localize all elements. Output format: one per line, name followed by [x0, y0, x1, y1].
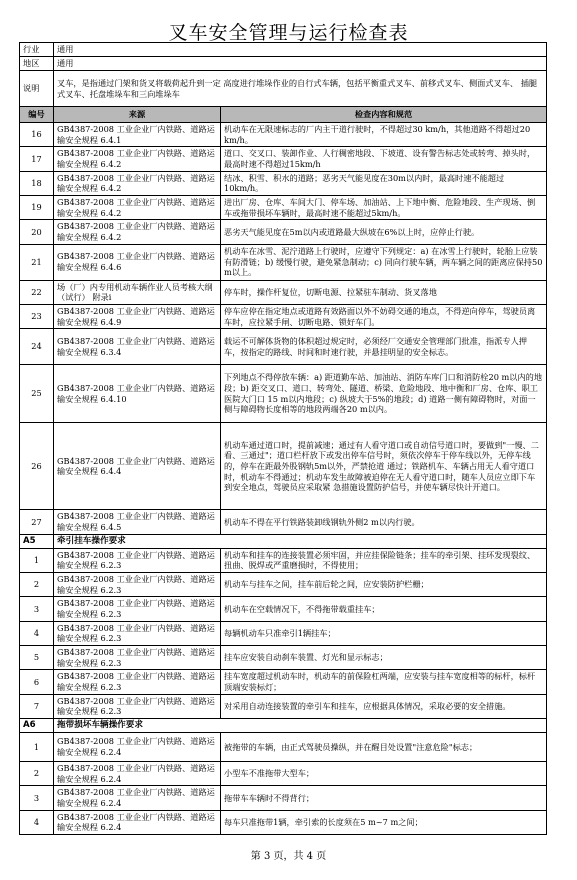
rows-group	[20, 733, 547, 835]
row-number: 24	[20, 329, 54, 365]
table-row	[20, 670, 547, 694]
table-row	[20, 195, 547, 219]
row-content: 机动车通过道口时，提前减速；通过有人看守道口或自动信号道口时，要做到"一慢、二看、三通过"；道口栏杆放下或发出停车信号时，须依次停车于停车线以外，无停车线的，停车在距最外股钢轨5m以外，严禁抢道 通过；铁路机车、车辆占用无人看守道口时，机动车不得通过；机动车发生故障被迫停在无人看守道口时，随车人员应立即下车到安全地点，驾驶员应采取紧 急措施设置防护信号，并使车辆尽快计开道口。	[221, 423, 547, 510]
section-code: A5	[20, 534, 54, 548]
row-source: GB4387-2008 工业企业厂内铁路、道路运输安全规程 6.4.2	[54, 171, 221, 195]
section-a6	[20, 718, 547, 732]
row-content: 机动车在无限速标志的厂内主干道行驶时，不得超过30 km/h，其他道路不得超过20 km/h。	[221, 123, 547, 147]
table-row	[20, 123, 547, 147]
row-content: 机动车和挂车的连接装置必须牢固，并应挂保险链条；挂车的牵引架、挂环发现裂纹、扭曲、脱焊或严重磨损时，不得使用；	[221, 548, 547, 572]
table-row	[20, 304, 547, 328]
row-source: GB4387-2008 工业企业厂内铁路、道路运输安全规程 6.2.3	[54, 621, 221, 645]
table-row	[20, 244, 547, 280]
table-row	[20, 597, 547, 621]
rows-group	[20, 123, 547, 535]
row-source: GB4387-2008 工业企业厂内铁路、道路运输安全规程 6.2.3	[54, 548, 221, 572]
row-number: 5	[20, 645, 54, 669]
meta-block	[20, 43, 547, 123]
table-row	[20, 147, 547, 171]
row-source: GB4387-2008 工业企业厂内铁路、道路运输安全规程 6.2.3	[54, 670, 221, 694]
table-row	[20, 762, 547, 786]
row-content: 下列地点不得停放车辆：a) 距道勤车站、加油站、消防车库门口和消防栓20 m以内的地段；b) 距交叉口、道口、转弯处、隧道、桥梁、危险地段、地中衡和厂房、仓库、职工医院大门口 15 m以内地段；c) 纵坡大于5%的地段；d) 道路一侧有障碍物时，对面一侧与障碍物长度相等的地段两端各20 m以内。	[221, 365, 547, 423]
row-content: 机动车与挂车之间，挂车前后轮之间，应安装防护栏栅；	[221, 572, 547, 596]
row-source: GB4387-2008 工业企业厂内铁路、道路运输安全规程 6.4.10	[54, 365, 221, 423]
row-content: 挂车宽度超过机动车时，机动车的前保险杠两端，应安装与挂车宽度相等的标杆，标杆顶端安装标灯；	[221, 670, 547, 694]
table-row	[20, 171, 547, 195]
column-header-num: 编号	[20, 107, 54, 123]
page-title: 叉车安全管理与运行检查表	[168, 22, 409, 44]
row-number: 26	[20, 423, 54, 510]
column-header-content: 检查内容和规范	[221, 107, 547, 123]
row-number: 21	[20, 244, 54, 280]
table-row	[20, 572, 547, 596]
row-number: 22	[20, 280, 54, 304]
row-content: 进出厂房、仓库、车间大门、停车场、加油站、上下地中衡、危险地段、生产现场、倒车或拖带损坏车辆时，最高时速不能超过5km/h。	[221, 195, 547, 219]
row-content: 对采用自动连接装置的牵引车和挂车，应根据具体情况，采取必要的安全措施。	[221, 694, 547, 718]
row-content: 机动车在冰雪、泥泞道路上行驶时，应遵守下列规定：a) 在冰雪上行驶时，轮胎上应装有防滑链；b) 缓慢行驶，避免紧急制动；c) 同向行驶车辆，两车辆之间的距离应保持50 m以上。	[221, 244, 547, 280]
section-a5	[20, 534, 547, 548]
section-code: A6	[20, 718, 54, 732]
row-source: GB4387-2008 工业企业厂内铁路、道路运输安全规程 6.3.4	[54, 329, 221, 365]
row-content: 载运不可解体货物的体积超过规定时，必须经厂交通安全管理部门批准，指派专人押车，按指定的路线、时间和时速行驶，并悬挂明显的安全标志。	[221, 329, 547, 365]
row-content: 被拖带的车辆，由正式驾驶员操纵，并在醒目处设置"注意危险"标志；	[221, 733, 547, 762]
table-row	[20, 510, 547, 534]
row-number: 3	[20, 786, 54, 810]
row-source: GB4387-2008 工业企业厂内铁路、道路运输安全规程 6.2.4	[54, 786, 221, 810]
row-content: 机动车在空载情况下，不得拖带载重挂车；	[221, 597, 547, 621]
row-number: 23	[20, 304, 54, 328]
row-number: 18	[20, 171, 54, 195]
row-number: 3	[20, 597, 54, 621]
row-source: GB4387-2008 工业企业厂内铁路、道路运输安全规程 6.2.3	[54, 597, 221, 621]
row-content: 机动车不得在平行铁路装卸线钢轨外侧2 m以内行驶。	[221, 510, 547, 534]
row-number: 25	[20, 365, 54, 423]
rows-group	[20, 548, 547, 718]
column-header-source: 来源	[54, 107, 221, 123]
row-source: GB4387-2008 工业企业厂内铁路、道路运输安全规程 6.4.1	[54, 123, 221, 147]
table-row	[20, 645, 547, 669]
row-source: GB4387-2008 工业企业厂内铁路、道路运输安全规程 6.2.4	[54, 810, 221, 834]
row-source: GB4387-2008 工业企业厂内铁路、道路运输安全规程 6.4.9	[54, 304, 221, 328]
meta-label: 说明	[20, 71, 54, 107]
meta-label: 地区	[20, 57, 54, 71]
row-content: 挂车应安装自动刹车装置、灯光和显示标志；	[221, 645, 547, 669]
row-number: 1	[20, 548, 54, 572]
row-content: 道口、交叉口、装卸作业、人行稠密地段、下坡道、设有警告标志处或转弯、掉头时，最高时速不得超过15km/h	[221, 147, 547, 171]
row-source: GB4387-2008 工业企业厂内铁路、道路运输安全规程 6.4.2	[54, 195, 221, 219]
row-content: 小型车不准拖带大型车；	[221, 762, 547, 786]
row-source: GB4387-2008 工业企业厂内铁路、道路运输安全规程 6.4.4	[54, 423, 221, 510]
table-row	[20, 548, 547, 572]
meta-label: 行业	[20, 43, 54, 57]
row-source: GB4387-2008 工业企业厂内铁路、道路运输安全规程 6.2.3	[54, 645, 221, 669]
row-number: 19	[20, 195, 54, 219]
table-row	[20, 280, 547, 304]
row-source: GB4387-2008 工业企业厂内铁路、道路运输安全规程 6.2.3	[54, 572, 221, 596]
section-title: 拖带损坏车辆操作要求	[54, 718, 547, 732]
row-source: GB4387-2008 工业企业厂内铁路、道路运输安全规程 6.2.3	[54, 694, 221, 718]
row-source: GB4387-2008 工业企业厂内铁路、道路运输安全规程 6.4.6	[54, 244, 221, 280]
row-number: 4	[20, 810, 54, 834]
row-number: 17	[20, 147, 54, 171]
row-number: 4	[20, 621, 54, 645]
inspection-table	[19, 42, 547, 835]
table-row	[20, 786, 547, 810]
row-number: 27	[20, 510, 54, 534]
row-content: 停车时，操作杆复位，切断电源、拉紧驻车制动、货叉落地	[221, 280, 547, 304]
section-title: 牵引挂车操作要求	[54, 534, 547, 548]
table-row	[20, 733, 547, 762]
row-number: 16	[20, 123, 54, 147]
row-content: 拖带车车辆时不得背行；	[221, 786, 547, 810]
table-row	[20, 220, 547, 244]
page-footer: 第 3 页，共 4 页	[250, 851, 327, 862]
row-source: GB4387-2008 工业企业厂内铁路、道路运输安全规程 6.4.5	[54, 510, 221, 534]
row-number: 7	[20, 694, 54, 718]
row-number: 2	[20, 572, 54, 596]
row-content: 恶劣天气能见度在5m以内或道路最大纵坡在6%以上时，应停止行驶。	[221, 220, 547, 244]
row-content: 结冰、积雪、积水的道路；恶劣天气能见度在30m以内时，最高时速不能超过10km/h。	[221, 171, 547, 195]
table-row	[20, 329, 547, 365]
row-number: 2	[20, 762, 54, 786]
meta-value: 通用	[54, 43, 547, 57]
table-row	[20, 365, 547, 423]
row-number: 1	[20, 733, 54, 762]
row-content: 停车应停在指定地点或道路有效路面以外不妨碍交通的地点，不得逆向停车，驾驶员离车时，应拉紧手闸、切断电路、锁好车门。	[221, 304, 547, 328]
meta-value: 通用	[54, 57, 547, 71]
row-source: GB4387-2008 工业企业厂内铁路、道路运输安全规程 6.4.2	[54, 147, 221, 171]
table-row	[20, 694, 547, 718]
meta-value: 叉车，是指通过门架和货叉将载荷起升到一定 高度进行堆垛作业的自行式车辆，包括平衡重式叉车、前移式叉车、侧面式叉车、 插腿式叉车、托盘堆垛车和三向堆垛车	[54, 71, 547, 107]
row-source: GB4387-2008 工业企业厂内铁路、道路运输安全规程 6.4.2	[54, 220, 221, 244]
row-number: 20	[20, 220, 54, 244]
row-source: GB4387-2008 工业企业厂内铁路、道路运输安全规程 6.2.4	[54, 762, 221, 786]
row-source: 场（厂）内专用机动车辆作业人员考核大纲（试行） 附录ⅰ	[54, 280, 221, 304]
table-row	[20, 621, 547, 645]
table-row	[20, 810, 547, 834]
table-row	[20, 423, 547, 510]
row-source: GB4387-2008 工业企业厂内铁路、道路运输安全规程 6.2.4	[54, 733, 221, 762]
row-content: 每车只准拖带1辆，牵引索的长度须在5 m~7 m之间；	[221, 810, 547, 834]
row-content: 每辆机动车只准牵引1辆挂车；	[221, 621, 547, 645]
row-number: 6	[20, 670, 54, 694]
